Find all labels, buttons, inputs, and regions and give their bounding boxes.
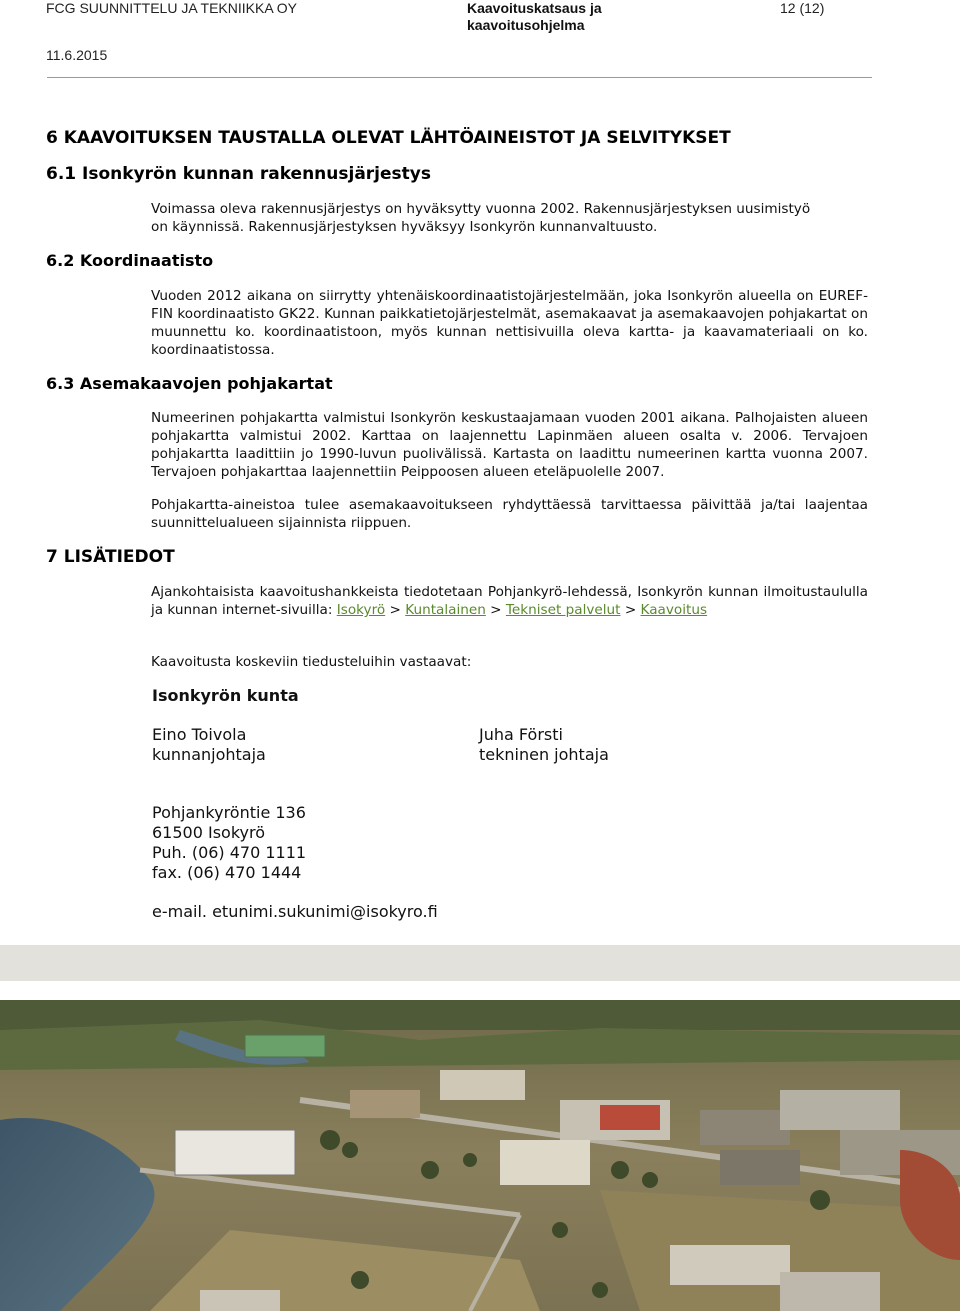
contact-person-1 xyxy=(152,725,266,765)
section-6-1-heading: 6.1 Isonkyrön kunnan rakennusjärjestys xyxy=(46,164,431,184)
header-company: FCG SUUNNITTELU JA TEKNIIKKA OY xyxy=(46,0,298,16)
contact-person-1-title: kunnanjohtaja xyxy=(152,745,266,764)
header-doc-title xyxy=(467,0,602,34)
header-page-number: 12 (12) xyxy=(780,0,825,16)
contact-person-2-name: Juha Försti xyxy=(479,725,563,744)
section-6-3-text-2: Pohjakartta-aineistoa tulee asemakaavoitukseen ryhdyttäessä tarvittaessa päivittää ja/tai laajentaa suunnittelualueen sijainnista riippuen. xyxy=(151,497,868,531)
contacts-intro: Kaavoitusta koskeviin tiedusteluihin vastaavat: xyxy=(151,654,472,670)
section-7-text-intro: Ajankohtaisista kaavoitushankkeista tiedotetaan Pohjankyrö-lehdessä, Isonkyrön kunnan ilmoitustaululla ja kunnan internet-sivuilla: xyxy=(151,584,868,618)
header-divider xyxy=(47,77,872,78)
section-7-heading: 7 LISÄTIEDOT xyxy=(46,547,175,567)
contact-person-2 xyxy=(479,725,609,765)
breadcrumb-separator: > xyxy=(624,602,637,618)
footer-band xyxy=(0,945,960,981)
header-date: 11.6.2015 xyxy=(46,47,108,63)
section-6-2-heading: 6.2 Koordinaatisto xyxy=(46,251,214,270)
section-6-3-heading: 6.3 Asemakaavojen pohjakartat xyxy=(46,374,333,393)
contact-person-1-name: Eino Toivola xyxy=(152,725,247,744)
fax-number: fax. (06) 470 1444 xyxy=(152,863,302,882)
section-6-1-line2: on käynnissä. Rakennusjärjestyksen hyväksyy Isonkyrön kunnanvaltuusto. xyxy=(151,219,658,235)
section-6-3-text-1: Numeerinen pohjakartta valmistui Isonkyrön keskustaajamaan vuoden 2001 aikana. Palhojaisten alueen pohjakartta valmistui 2002. Karttaa on laajennettu Lapinmäen alueen osalta v. 2006. Tervajoen pohjakartta laadittiin jo 1990-luvun puolivälissä. Kartasta on laadittu numeerinen kartta vuonna 2007. Tervajoen pohjakarttaa laajennettiin Peippoosen alueen eteläpuolelle 2007. xyxy=(151,410,868,480)
section-7-text xyxy=(151,583,868,619)
contact-address-block xyxy=(152,803,306,883)
section-6-1-line1: Voimassa oleva rakennusjärjestys on hyväksytty vuonna 2002. Rakennusjärjestyksen uusimistyö xyxy=(151,201,811,217)
section-6-heading: 6 KAAVOITUKSEN TAUSTALLA OLEVAT LÄHTÖAINEISTOT JA SELVITYKSET xyxy=(46,128,731,148)
phone-number: Puh. (06) 470 1111 xyxy=(152,843,307,862)
address-street: Pohjankyröntie 136 xyxy=(152,803,306,822)
address-postal: 61500 Isokyrö xyxy=(152,823,266,842)
section-6-2-text: Vuoden 2012 aikana on siirrytty yhtenäiskoordinaatistojärjestelmään, joka Isonkyrön alueella on EUREF-FIN koordinaatisto GK22. Kunnan paikkatietojärjestelmät, asemakaavat ja asemakaavojen pohjakartat on muunnettu ko. koordinaatistoon, myös kunnan nettisivuilla oleva kartta- ja kaavamateriaali on ko. koordinaatistossa. xyxy=(151,288,868,358)
header-doc-title-line1: Kaavoituskatsaus ja xyxy=(467,0,602,16)
contact-person-2-title: tekninen johtaja xyxy=(479,745,609,764)
link-kuntalainen[interactable]: Kuntalainen xyxy=(405,602,486,618)
breadcrumb-separator: > xyxy=(389,602,401,618)
breadcrumb-separator: > xyxy=(490,602,502,618)
link-kaavoitus[interactable]: Kaavoitus xyxy=(640,602,708,618)
link-tekniset-palvelut[interactable]: Tekniset palvelut xyxy=(505,602,621,618)
header-doc-title-line2: kaavoitusohjelma xyxy=(467,17,585,33)
aerial-photo xyxy=(0,1000,960,1311)
section-6-1-text xyxy=(151,200,868,236)
organization-name: Isonkyrön kunta xyxy=(152,686,299,705)
link-isokyro[interactable]: Isokyrö xyxy=(336,602,386,618)
email-address: e-mail. etunimi.sukunimi@isokyro.fi xyxy=(152,902,438,921)
